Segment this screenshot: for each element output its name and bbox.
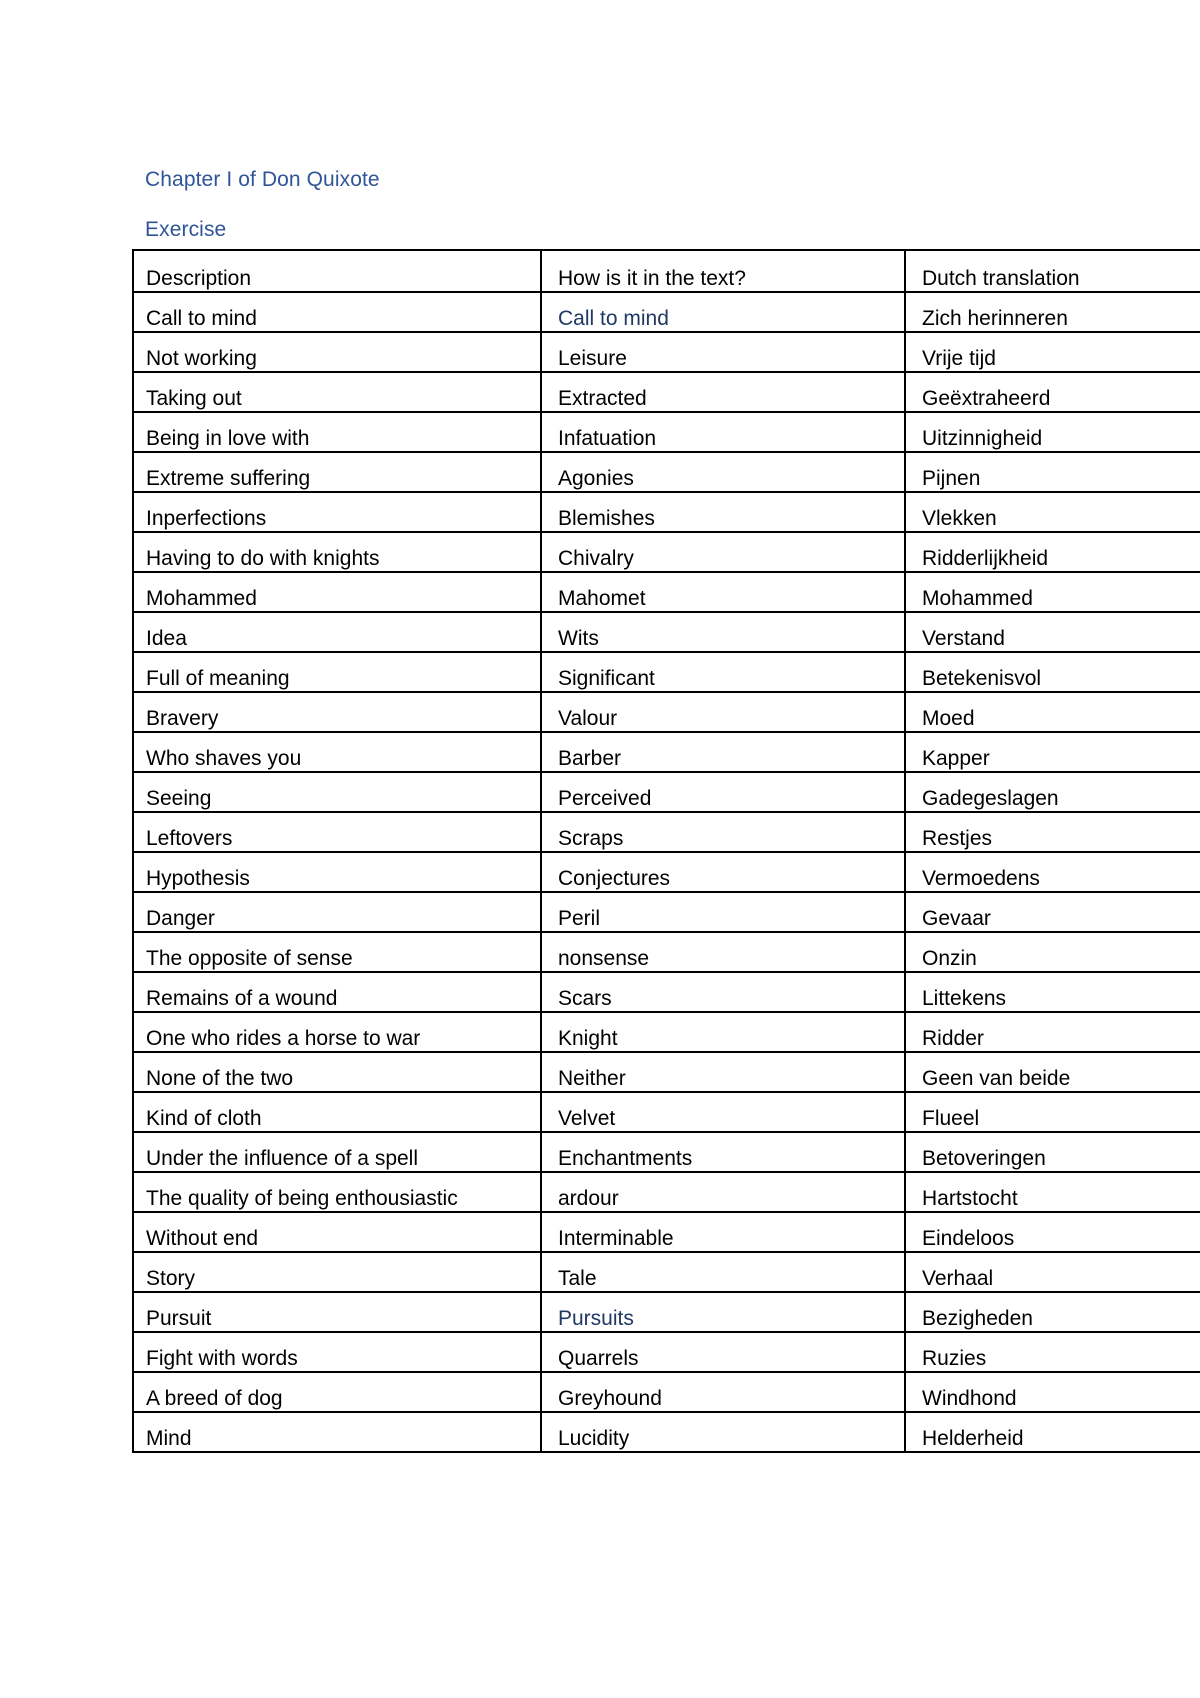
cell-how-in-text: Chivalry — [541, 532, 905, 572]
table-row — [133, 372, 1200, 412]
table-row — [133, 1292, 1200, 1332]
cell-dutch-translation: Betekenisvol — [905, 652, 1200, 692]
cell-description: Who shaves you — [133, 732, 541, 772]
cell-dutch-translation: Pijnen — [905, 452, 1200, 492]
cell-description: The quality of being enthousiastic — [133, 1172, 541, 1212]
cell-how-in-text: Enchantments — [541, 1132, 905, 1172]
table-row — [133, 892, 1200, 932]
cell-description: Kind of cloth — [133, 1092, 541, 1132]
cell-how-in-text: Velvet — [541, 1092, 905, 1132]
cell-how-in-text: nonsense — [541, 932, 905, 972]
cell-dutch-translation: Geëxtraheerd — [905, 372, 1200, 412]
cell-dutch-translation: Vlekken — [905, 492, 1200, 532]
cell-description: Not working — [133, 332, 541, 372]
cell-dutch-translation: Littekens — [905, 972, 1200, 1012]
header-description: Description — [133, 250, 541, 292]
table-row — [133, 652, 1200, 692]
cell-how-in-text: Perceived — [541, 772, 905, 812]
table-row — [133, 852, 1200, 892]
cell-how-in-text: Conjectures — [541, 852, 905, 892]
cell-how-in-text: Tale — [541, 1252, 905, 1292]
cell-dutch-translation: Bezigheden — [905, 1292, 1200, 1332]
table-row — [133, 1012, 1200, 1052]
cell-how-in-text: Scars — [541, 972, 905, 1012]
cell-how-in-text: Quarrels — [541, 1332, 905, 1372]
cell-dutch-translation: Kapper — [905, 732, 1200, 772]
table-row — [133, 572, 1200, 612]
cell-description: Mohammed — [133, 572, 541, 612]
cell-dutch-translation: Windhond — [905, 1372, 1200, 1412]
cell-how-in-text: Wits — [541, 612, 905, 652]
cell-description: Seeing — [133, 772, 541, 812]
cell-how-in-text: Greyhound — [541, 1372, 905, 1412]
cell-description: Having to do with knights — [133, 532, 541, 572]
cell-how-in-text: Scraps — [541, 812, 905, 852]
cell-dutch-translation: Gadegeslagen — [905, 772, 1200, 812]
table-row — [133, 332, 1200, 372]
table-row — [133, 1252, 1200, 1292]
cell-how-in-text: ardour — [541, 1172, 905, 1212]
cell-description: Story — [133, 1252, 541, 1292]
cell-description: Under the influence of a spell — [133, 1132, 541, 1172]
cell-description: Extreme suffering — [133, 452, 541, 492]
cell-description: One who rides a horse to war — [133, 1012, 541, 1052]
table-row — [133, 1212, 1200, 1252]
cell-how-in-text: Extracted — [541, 372, 905, 412]
cell-how-in-text: Leisure — [541, 332, 905, 372]
cell-description: Being in love with — [133, 412, 541, 452]
cell-dutch-translation: Restjes — [905, 812, 1200, 852]
table-row — [133, 532, 1200, 572]
cell-description: The opposite of sense — [133, 932, 541, 972]
cell-dutch-translation: Verstand — [905, 612, 1200, 652]
cell-description: Bravery — [133, 692, 541, 732]
table-row — [133, 1172, 1200, 1212]
cell-description: Full of meaning — [133, 652, 541, 692]
cell-how-in-text: Mahomet — [541, 572, 905, 612]
table-row — [133, 1332, 1200, 1372]
document-subtitle: Exercise — [145, 218, 227, 241]
cell-dutch-translation: Verhaal — [905, 1252, 1200, 1292]
cell-how-in-text: Significant — [541, 652, 905, 692]
header-dutch-translation: Dutch translation — [905, 250, 1200, 292]
table-row — [133, 972, 1200, 1012]
table-row — [133, 772, 1200, 812]
cell-how-in-text: Knight — [541, 1012, 905, 1052]
table-row — [133, 1412, 1200, 1452]
cell-description: Pursuit — [133, 1292, 541, 1332]
cell-description: Fight with words — [133, 1332, 541, 1372]
cell-description: Leftovers — [133, 812, 541, 852]
table-row — [133, 812, 1200, 852]
cell-dutch-translation: Onzin — [905, 932, 1200, 972]
table-row — [133, 1132, 1200, 1172]
cell-dutch-translation: Geen van beide — [905, 1052, 1200, 1092]
cell-how-in-text: Pursuits — [541, 1292, 905, 1332]
cell-dutch-translation: Betoveringen — [905, 1132, 1200, 1172]
cell-description: A breed of dog — [133, 1372, 541, 1412]
vocabulary-table — [132, 249, 1200, 1453]
table-row — [133, 452, 1200, 492]
cell-dutch-translation: Moed — [905, 692, 1200, 732]
cell-description: Danger — [133, 892, 541, 932]
table-row — [133, 1372, 1200, 1412]
document-title: Chapter I of Don Quixote — [145, 168, 380, 191]
vocabulary-table-body — [133, 250, 1200, 1452]
cell-how-in-text: Infatuation — [541, 412, 905, 452]
cell-description: Without end — [133, 1212, 541, 1252]
cell-how-in-text: Lucidity — [541, 1412, 905, 1452]
cell-description: Mind — [133, 1412, 541, 1452]
cell-dutch-translation: Ruzies — [905, 1332, 1200, 1372]
table-row — [133, 492, 1200, 532]
cell-how-in-text: Interminable — [541, 1212, 905, 1252]
header-how-in-text: How is it in the text? — [541, 250, 905, 292]
table-row — [133, 932, 1200, 972]
cell-dutch-translation: Hartstocht — [905, 1172, 1200, 1212]
cell-dutch-translation: Mohammed — [905, 572, 1200, 612]
cell-how-in-text: Valour — [541, 692, 905, 732]
table-header-row — [133, 250, 1200, 292]
table-row — [133, 1092, 1200, 1132]
cell-description: Remains of a wound — [133, 972, 541, 1012]
cell-how-in-text: Neither — [541, 1052, 905, 1092]
cell-dutch-translation: Uitzinnigheid — [905, 412, 1200, 452]
cell-description: Taking out — [133, 372, 541, 412]
cell-how-in-text: Agonies — [541, 452, 905, 492]
cell-how-in-text: Call to mind — [541, 292, 905, 332]
cell-how-in-text: Blemishes — [541, 492, 905, 532]
table-row — [133, 292, 1200, 332]
table-row — [133, 732, 1200, 772]
cell-description: None of the two — [133, 1052, 541, 1092]
cell-dutch-translation: Gevaar — [905, 892, 1200, 932]
cell-description: Idea — [133, 612, 541, 652]
cell-dutch-translation: Vermoedens — [905, 852, 1200, 892]
cell-dutch-translation: Zich herinneren — [905, 292, 1200, 332]
table-row — [133, 1052, 1200, 1092]
table-row — [133, 612, 1200, 652]
table-row — [133, 412, 1200, 452]
cell-description: Inperfections — [133, 492, 541, 532]
cell-description: Call to mind — [133, 292, 541, 332]
cell-dutch-translation: Ridder — [905, 1012, 1200, 1052]
cell-dutch-translation: Vrije tijd — [905, 332, 1200, 372]
table-row — [133, 692, 1200, 732]
cell-description: Hypothesis — [133, 852, 541, 892]
cell-dutch-translation: Flueel — [905, 1092, 1200, 1132]
cell-dutch-translation: Ridderlijkheid — [905, 532, 1200, 572]
cell-dutch-translation: Eindeloos — [905, 1212, 1200, 1252]
cell-how-in-text: Barber — [541, 732, 905, 772]
cell-how-in-text: Peril — [541, 892, 905, 932]
cell-dutch-translation: Helderheid — [905, 1412, 1200, 1452]
